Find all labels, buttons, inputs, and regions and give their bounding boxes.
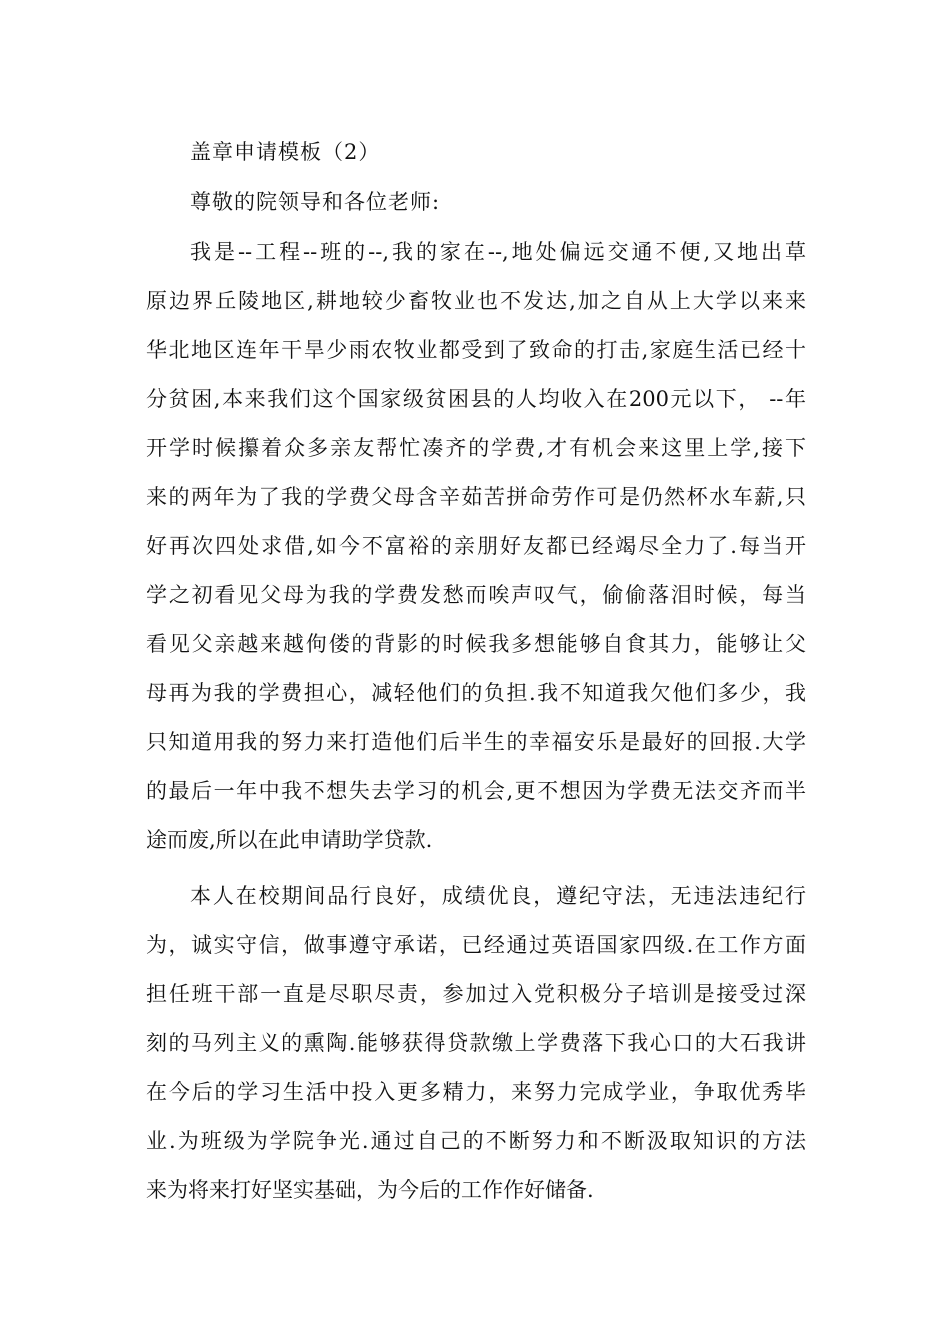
text-line: 刻的马列主义的熏陶.能够获得贷款缴上学费落下我心口的大石我讲 (146, 1031, 806, 1055)
text-line: 来为将来打好坚实基础，为今后的工作作好储备. (146, 1178, 594, 1202)
text-line: 母再为我的学费担心，减轻他们的负担.我不知道我欠他们多少，我 (146, 681, 806, 705)
salutation: 尊敬的院领导和各位老师: (190, 190, 441, 214)
text-line: 好再次四处求借,如今不富裕的亲朋好友都已经竭尽全力了.每当开 (146, 534, 806, 558)
text-line: 看见父亲越来越佝偻的背影的时候我多想能够自食其力，能够让父 (146, 632, 806, 656)
text-line: 担任班干部一直是尽职尽责，参加过入党积极分子培训是接受过深 (146, 982, 806, 1006)
document-title: 盖章申请模板（2） (190, 140, 381, 164)
text-line: 学之初看见父母为我的学费发愁而唉声叹气，偷偷落泪时候，每当 (146, 583, 806, 607)
text-line: 华北地区连年干旱少雨农牧业都受到了致命的打击,家庭生活已经十 (146, 338, 806, 362)
text-line: 为，诚实守信，做事遵守承诺，已经通过英语国家四级.在工作方面 (146, 933, 806, 957)
text-line: 原边界丘陵地区,耕地较少畜牧业也不发达,加之自从上大学以来来 (146, 289, 806, 313)
text-line: 途而废,所以在此申请助学贷款. (146, 828, 433, 852)
text-line: 本人在校期间品行良好，成绩优良，遵纪守法，无违法违纪行 (190, 884, 806, 908)
paragraph-hardship (146, 228, 806, 865)
paragraph-self-introduction (146, 872, 806, 1215)
text-line: 来的两年为了我的学费父母含辛茹苦拼命劳作可是仍然杯水车薪,只 (146, 485, 806, 509)
text-line: 业.为班级为学院争光.通过自己的不断努力和不断汲取知识的方法 (146, 1129, 806, 1153)
text-line: 只知道用我的努力来打造他们后半生的幸福安乐是最好的回报.大学 (146, 730, 806, 754)
text-line: 的最后一年中我不想失去学习的机会,更不想因为学费无法交齐而半 (146, 779, 806, 803)
text-line: 我是--工程--班的--,我的家在--,地处偏远交通不便,又地出草 (190, 240, 806, 264)
text-line: 分贫困,本来我们这个国家级贫困县的人均收入在200元以下， --年 (146, 387, 806, 411)
text-line: 在今后的学习生活中投入更多精力，来努力完成学业，争取优秀毕 (146, 1080, 806, 1104)
text-line: 开学时候攥着众多亲友帮忙凑齐的学费,才有机会来这里上学,接下 (146, 436, 806, 460)
